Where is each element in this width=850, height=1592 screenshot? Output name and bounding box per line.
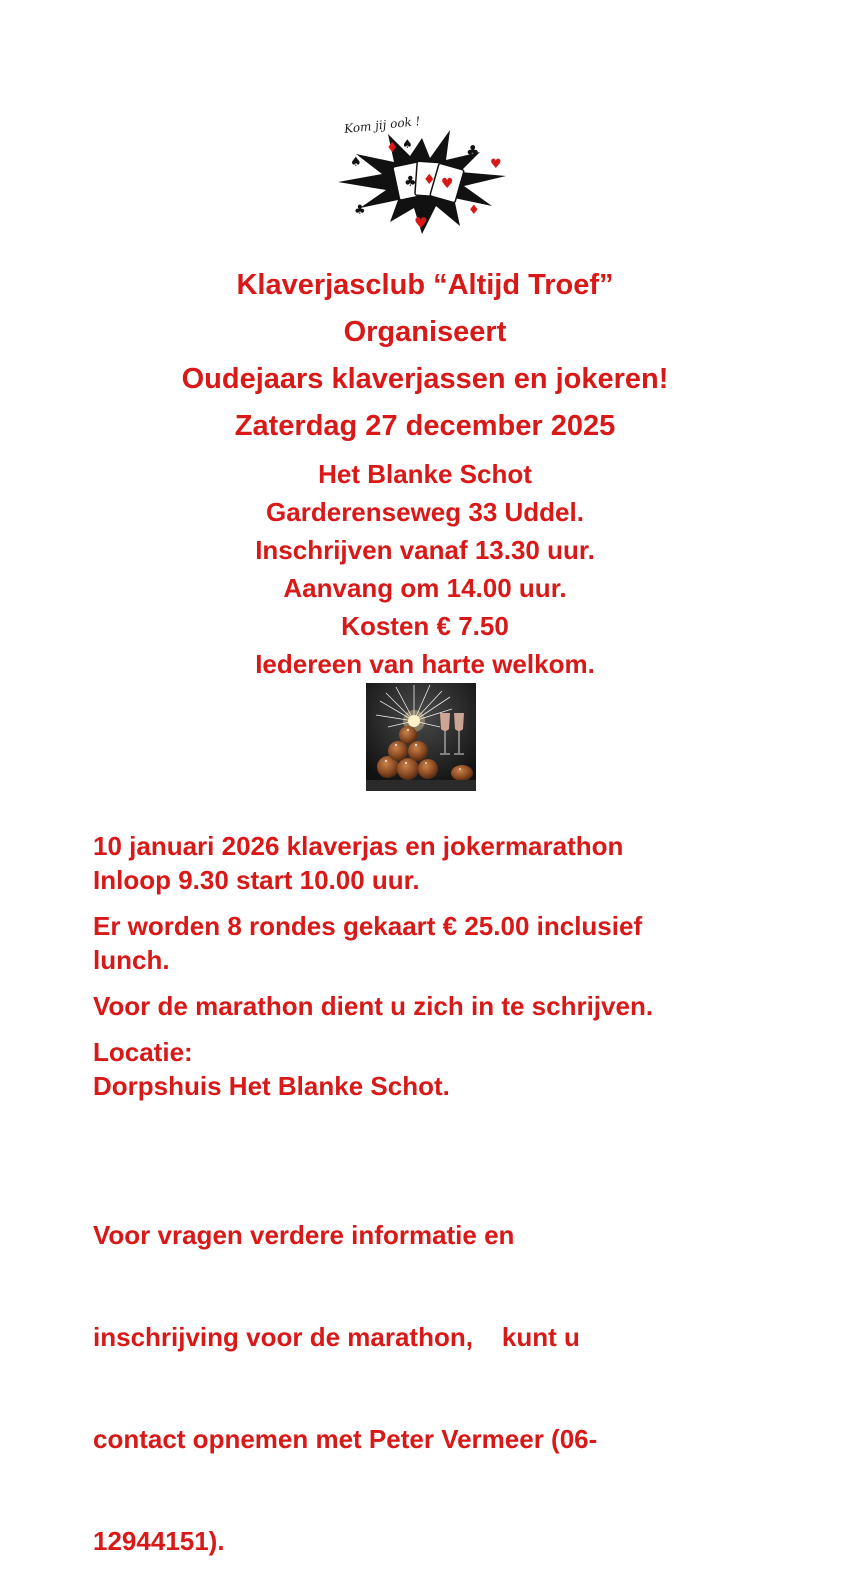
marathon-rounds: Er worden 8 rondes gekaart € 25.00 inclusief [93,911,643,941]
location-label: Locatie: [93,1037,193,1067]
event-header [0,262,850,450]
svg-text:♦: ♦ [423,172,436,188]
contact-line-2: inschrijving voor de marathon, kunt u [93,1322,580,1352]
contact-line-1: Voor vragen verdere informatie en [93,1220,515,1250]
venue-name: Het Blanke Schot [318,459,532,489]
svg-text:♥: ♥ [441,176,454,192]
svg-text:♣: ♣ [466,142,480,160]
event-date: Zaterdag 27 december 2025 [234,410,616,442]
svg-text:♥: ♥ [414,214,428,232]
welcome-text: Iedereen van harte welkom. [255,649,595,679]
organizes-label: Organiseert [343,316,507,348]
venue-address: Garderenseweg 33 Uddel. [266,497,584,527]
svg-text:♣: ♣ [354,203,366,218]
marathon-signup: Voor de marathon dient u zich in te schrijven. [93,991,654,1021]
event-title: Oudejaars klaverjassen en jokeren! [181,363,669,395]
svg-text:♦: ♦ [386,140,399,156]
event-details [0,455,850,683]
marathon-times: Inloop 9.30 start 10.00 uur. [93,865,420,895]
svg-text:♥: ♥ [490,157,502,172]
svg-text:♣: ♣ [404,174,417,190]
registration-time: Inschrijven vanaf 13.30 uur. [255,535,595,565]
marathon-date: 10 januari 2026 klaverjas en jokermarathon [93,831,624,861]
contact-info [93,1150,793,1592]
start-time: Aanvang om 14.00 uur. [283,573,567,603]
logo-tagline: Kom jij ook ! [343,114,422,136]
marathon-info [93,829,793,1103]
marathon-rounds-cont: lunch. [93,945,170,975]
event-cost: Kosten € 7.50 [341,611,509,641]
svg-text:♦: ♦ [468,203,480,218]
contact-line-4: 12944151). [93,1526,225,1556]
contact-line-3: contact opnemen met Peter Vermeer (06- [93,1424,598,1454]
svg-text:♠: ♠ [402,137,413,151]
oliebollen-champagne-sparkler-photo [366,683,476,791]
location-name: Dorpshuis Het Blanke Schot. [93,1071,450,1101]
club-name: Klaverjasclub “Altijd Troef” [236,269,614,301]
svg-text:♠: ♠ [350,155,362,170]
